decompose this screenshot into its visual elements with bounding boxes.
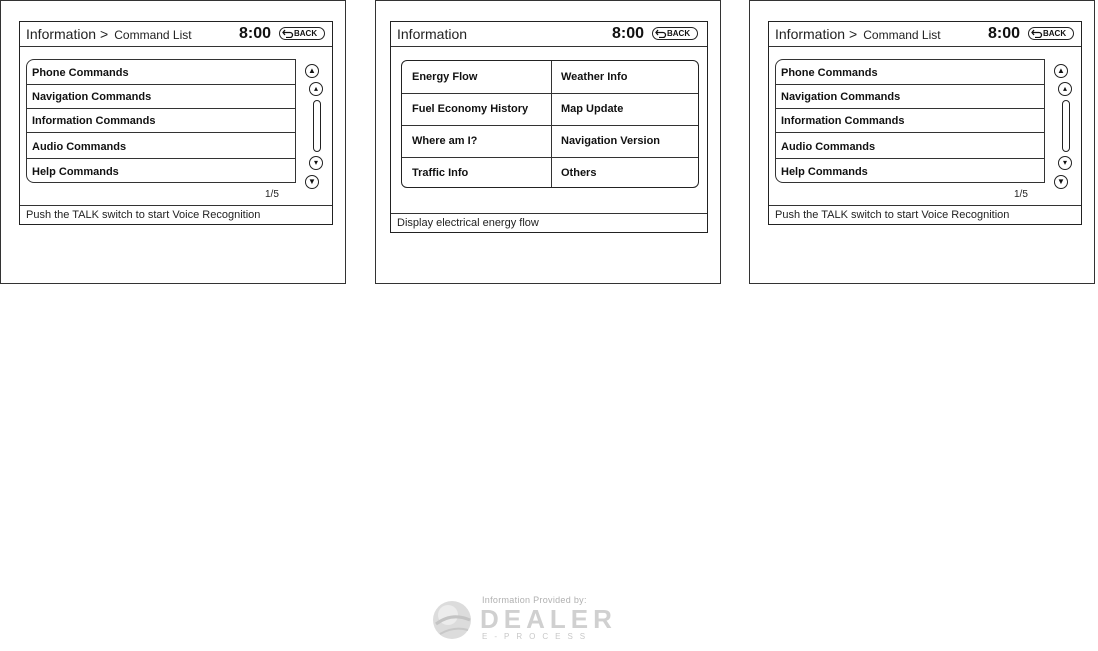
status-footer: Display electrical energy flow [391,213,707,232]
scroll-track[interactable] [313,100,321,152]
command-list [26,59,296,183]
menu-item-energy-flow[interactable]: Energy Flow [412,71,478,83]
menu-item-map-update[interactable]: Map Update [561,103,624,115]
scroll-up-icon[interactable]: ▴ [1058,82,1072,96]
list-item-help-commands[interactable]: Help Commands [32,166,119,178]
breadcrumb [775,26,941,42]
back-arrow-icon [1031,29,1043,38]
page-down-icon[interactable]: ▼ [1054,175,1068,189]
list-item-navigation-commands[interactable]: Navigation Commands [775,85,1045,109]
menu-grid [401,60,699,188]
display-screen [19,21,333,225]
page-indicator: 1/5 [1014,189,1028,200]
list-item-information-commands[interactable]: Information Commands [775,109,1045,133]
menu-item-where-am-i[interactable]: Where am I? [412,135,478,147]
list-item-information-commands[interactable]: Information Commands [26,109,296,133]
menu-item-navigation-version[interactable]: Navigation Version [561,135,661,147]
back-label: BACK [1043,29,1067,38]
scroll-up-icon[interactable]: ▴ [309,82,323,96]
list-item-phone-commands[interactable]: Phone Commands [26,61,296,85]
display-screen [768,21,1082,225]
page-up-icon[interactable]: ▲ [305,64,319,78]
logo-wordmark: DEALER [480,604,617,634]
list-item-audio-commands[interactable]: Audio Commands [26,135,296,159]
menu-item-fuel-economy-history[interactable]: Fuel Economy History [412,103,529,115]
back-button[interactable] [279,27,325,40]
status-footer: Push the TALK switch to start Voice Recognition [20,205,332,224]
scroll-track[interactable] [1062,100,1070,152]
clock: 8:00 [988,25,1021,42]
menu-item-others[interactable]: Others [561,167,597,179]
breadcrumb [26,26,192,42]
back-arrow-icon [655,29,667,38]
clock: 8:00 [612,25,645,42]
clock: 8:00 [239,25,272,42]
breadcrumb-subtitle: Command List [114,28,192,42]
panel-command-list-1 [0,0,346,284]
list-item-help-commands[interactable]: Help Commands [781,166,868,178]
scrollbar[interactable] [1054,64,1076,194]
display-screen [390,21,708,233]
status-footer: Push the TALK switch to start Voice Recognition [769,205,1081,224]
page-down-icon[interactable]: ▼ [305,175,319,189]
page-title: Information [26,26,97,42]
list-item-navigation-commands[interactable]: Navigation Commands [26,85,296,109]
command-list [775,59,1045,183]
scrollbar[interactable] [305,64,327,194]
panel-information-menu [375,0,721,284]
dealer-eprocess-logo [430,592,630,648]
breadcrumb-subtitle: Command List [863,28,941,42]
breadcrumb-separator: > [100,26,109,42]
logo-subtitle: E-PROCESS [482,632,593,641]
header-bar [769,22,1081,47]
list-item-phone-commands[interactable]: Phone Commands [775,61,1045,85]
page-up-icon[interactable]: ▲ [1054,64,1068,78]
header-bar [20,22,332,47]
page-indicator: 1/5 [265,189,279,200]
page-title: Information [775,26,846,42]
back-label: BACK [294,29,318,38]
menu-item-traffic-info[interactable]: Traffic Info [412,167,469,179]
page-title: Information [397,26,468,42]
globe-icon [430,598,474,646]
scroll-down-icon[interactable]: ▾ [1058,156,1072,170]
scroll-down-icon[interactable]: ▾ [309,156,323,170]
menu-item-weather-info[interactable]: Weather Info [561,71,628,83]
list-item-audio-commands[interactable]: Audio Commands [775,135,1045,159]
header-bar [391,22,707,47]
breadcrumb-separator: > [849,26,858,42]
back-label: BACK [667,29,691,38]
logo-caption: Information Provided by: [482,595,587,605]
back-button[interactable] [1028,27,1074,40]
back-button[interactable] [652,27,698,40]
panel-command-list-2 [749,0,1095,284]
back-arrow-icon [282,29,294,38]
